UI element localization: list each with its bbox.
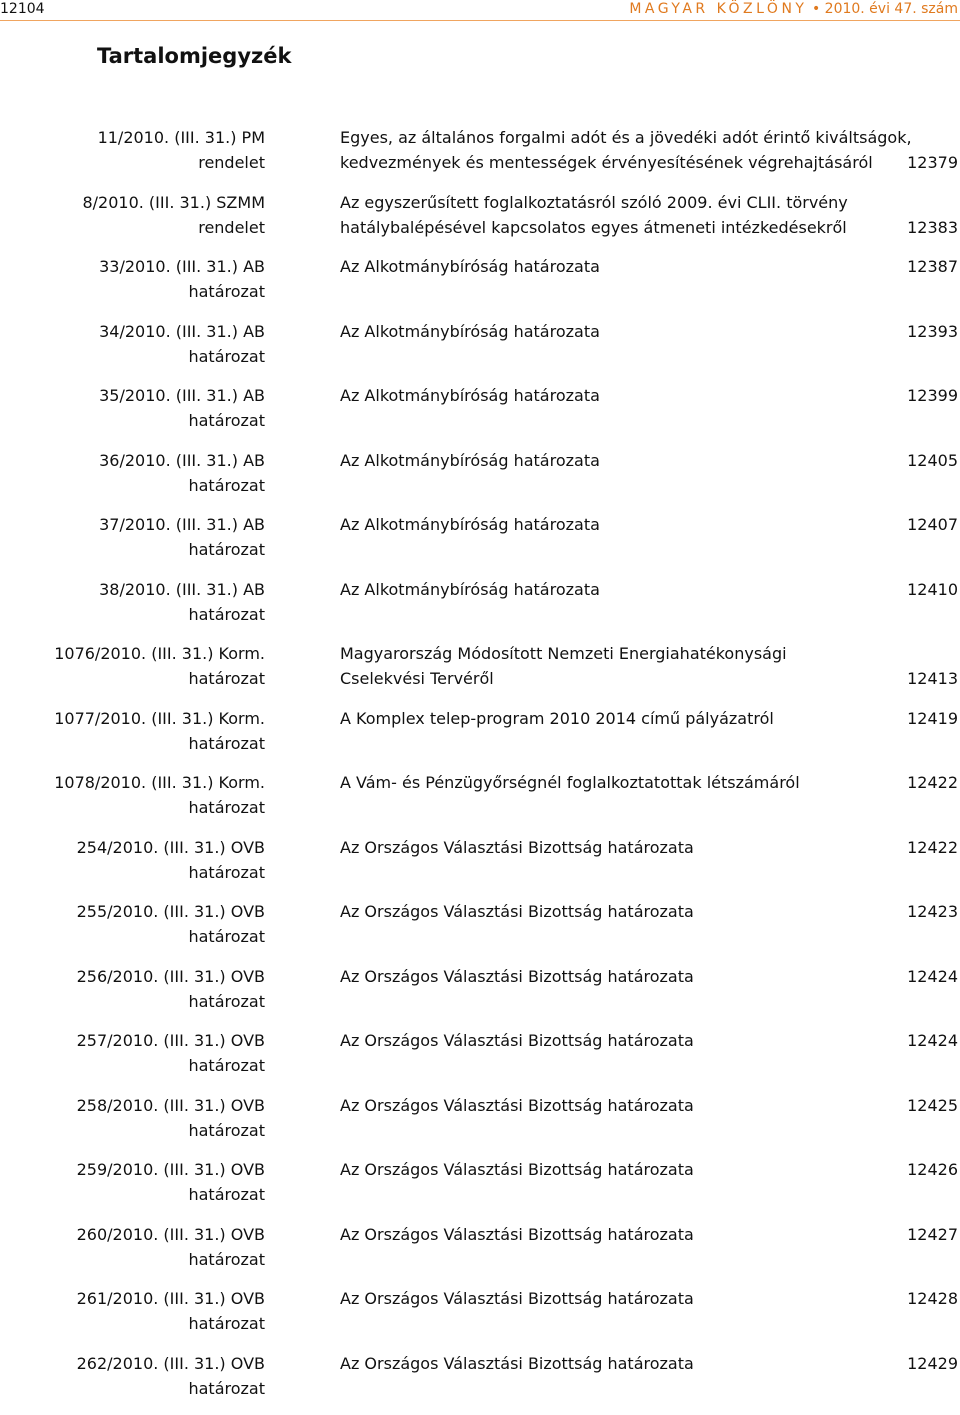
toc-reference-number: 260/2010. (III. 31.) OVB	[0, 1222, 265, 1247]
toc-title-line-1: Az egyszerűsített foglalkoztatásról szóló 2009. évi CLII. törvény	[340, 190, 880, 215]
toc-page-number: 12407	[907, 512, 958, 537]
toc-title-line-1: Az Alkotmánybíróság határozata	[340, 319, 880, 344]
toc-entry[interactable]	[0, 448, 960, 513]
toc-entry[interactable]	[0, 577, 960, 642]
toc-reference-number: 255/2010. (III. 31.) OVB	[0, 899, 265, 924]
toc-entry[interactable]	[0, 512, 960, 577]
toc-reference-type: határozat	[0, 473, 265, 498]
toc-reference	[0, 1028, 265, 1078]
toc-reference	[0, 1157, 265, 1207]
separator-bullet: •	[812, 1, 820, 17]
toc-reference	[0, 1222, 265, 1272]
toc-reference	[0, 319, 265, 369]
toc-reference-number: 256/2010. (III. 31.) OVB	[0, 964, 265, 989]
toc-page-number: 12425	[907, 1093, 958, 1118]
toc-page-number: 12422	[907, 835, 958, 860]
toc-entry[interactable]	[0, 383, 960, 448]
toc-reference-number: 37/2010. (III. 31.) AB	[0, 512, 265, 537]
toc-reference	[0, 641, 265, 691]
toc-reference	[0, 577, 265, 627]
toc-title	[340, 1157, 880, 1182]
toc-entry[interactable]	[0, 125, 960, 190]
toc-page-number: 12393	[907, 319, 958, 344]
toc-reference-number: 259/2010. (III. 31.) OVB	[0, 1157, 265, 1182]
toc-title-line-1: Az Országos Választási Bizottság határozata	[340, 1222, 880, 1247]
toc-reference	[0, 899, 265, 949]
toc-entry[interactable]	[0, 1157, 960, 1222]
toc-reference-number: 254/2010. (III. 31.) OVB	[0, 835, 265, 860]
toc-title-line-1: Az Alkotmánybíróság határozata	[340, 512, 880, 537]
toc-entry[interactable]	[0, 964, 960, 1029]
toc-title	[340, 1351, 880, 1376]
toc-title-line-2: Cselekvési Tervéről	[340, 666, 880, 691]
toc-reference-number: 1077/2010. (III. 31.) Korm.	[0, 706, 265, 731]
toc-page-number: 12405	[907, 448, 958, 473]
toc-reference-type: rendelet	[0, 150, 265, 175]
header-rule	[0, 20, 960, 21]
toc-page-number: 12419	[907, 706, 958, 731]
toc-title	[340, 770, 880, 795]
toc-reference-number: 1076/2010. (III. 31.) Korm.	[0, 641, 265, 666]
toc-reference-number: 262/2010. (III. 31.) OVB	[0, 1351, 265, 1376]
toc-page-number: 12399	[907, 383, 958, 408]
toc-entry[interactable]	[0, 1286, 960, 1351]
toc-reference-type: határozat	[0, 989, 265, 1014]
toc-reference-number: 38/2010. (III. 31.) AB	[0, 577, 265, 602]
toc-reference	[0, 1093, 265, 1143]
toc-entry[interactable]	[0, 835, 960, 900]
toc-reference	[0, 512, 265, 562]
toc-reference-number: 34/2010. (III. 31.) AB	[0, 319, 265, 344]
toc-title	[340, 577, 880, 602]
toc-page-number: 12422	[907, 770, 958, 795]
toc-page-number: 12423	[907, 899, 958, 924]
toc-title	[340, 1093, 880, 1118]
toc-title-line-1: Az Országos Választási Bizottság határozata	[340, 964, 880, 989]
toc-title	[340, 1028, 880, 1053]
toc-reference	[0, 964, 265, 1014]
toc-reference	[0, 706, 265, 756]
toc-reference	[0, 125, 265, 175]
toc-title	[340, 835, 880, 860]
toc-title-line-1: Az Országos Választási Bizottság határozata	[340, 899, 880, 924]
toc-title	[340, 190, 880, 240]
running-title	[629, 0, 958, 18]
toc-title-line-1: Az Országos Választási Bizottság határozata	[340, 1351, 880, 1376]
toc-reference-type: határozat	[0, 731, 265, 756]
toc-page-number: 12410	[907, 577, 958, 602]
toc-entry[interactable]	[0, 706, 960, 771]
toc-title-line-1: A Komplex telep-program 2010 2014 című pályázatról	[340, 706, 880, 731]
toc-title	[340, 125, 880, 175]
toc-entry[interactable]	[0, 254, 960, 319]
toc-title-line-1: Magyarország Módosított Nemzeti Energiahatékonysági	[340, 641, 880, 666]
toc-title-line-1: Az Alkotmánybíróság határozata	[340, 254, 880, 279]
toc-title	[340, 641, 880, 691]
toc-entry[interactable]	[0, 641, 960, 706]
toc-reference	[0, 254, 265, 304]
toc-reference-number: 1078/2010. (III. 31.) Korm.	[0, 770, 265, 795]
toc-reference-number: 261/2010. (III. 31.) OVB	[0, 1286, 265, 1311]
toc-page-number: 12428	[907, 1286, 958, 1311]
toc-title	[340, 706, 880, 731]
toc-title-line-1: Az Országos Választási Bizottság határozata	[340, 1028, 880, 1053]
toc-reference-type: határozat	[0, 344, 265, 369]
toc-reference-number: 36/2010. (III. 31.) AB	[0, 448, 265, 473]
toc-title-line-2: hatálybalépésével kapcsolatos egyes átmeneti intézkedésekről	[340, 215, 880, 240]
toc-entry[interactable]	[0, 770, 960, 835]
toc-reference-type: határozat	[0, 795, 265, 820]
toc-reference-type: határozat	[0, 860, 265, 885]
toc-entry[interactable]	[0, 190, 960, 255]
toc-page-number: 12426	[907, 1157, 958, 1182]
toc-entry[interactable]	[0, 319, 960, 384]
toc-title-line-1: Az Alkotmánybíróság határozata	[340, 383, 880, 408]
toc-reference	[0, 835, 265, 885]
toc-reference-type: határozat	[0, 1053, 265, 1078]
toc-page-number: 12424	[907, 1028, 958, 1053]
toc-reference-type: határozat	[0, 537, 265, 562]
toc-title-line-1: A Vám- és Pénzügyőrségnél foglalkoztatottak létszámáról	[340, 770, 880, 795]
page-title: Tartalomjegyzék	[97, 43, 291, 69]
toc-page-number: 12379	[907, 150, 958, 175]
toc-title-line-1: Az Alkotmánybíróság határozata	[340, 577, 880, 602]
toc-reference	[0, 190, 265, 240]
toc-title-line-1: Az Országos Választási Bizottság határozata	[340, 1286, 880, 1311]
toc-title	[340, 1286, 880, 1311]
toc-page-number: 12383	[907, 215, 958, 240]
issue-label: 2010. évi 47. szám	[825, 1, 958, 17]
toc-title	[340, 512, 880, 537]
toc-reference	[0, 383, 265, 433]
toc-reference-number: 11/2010. (III. 31.) PM	[0, 125, 265, 150]
toc-reference	[0, 770, 265, 820]
toc-reference-type: határozat	[0, 1311, 265, 1336]
toc-reference	[0, 1351, 265, 1401]
page-number: 12104	[0, 0, 45, 18]
toc-reference	[0, 448, 265, 498]
toc-title-line-1: Az Országos Választási Bizottság határozata	[340, 835, 880, 860]
toc-page-number: 12427	[907, 1222, 958, 1247]
toc-reference-type: határozat	[0, 279, 265, 304]
toc-page-number: 12429	[907, 1351, 958, 1376]
toc-reference-type: határozat	[0, 1376, 265, 1401]
toc-title	[340, 448, 880, 473]
toc-title	[340, 899, 880, 924]
toc-title-line-1: Az Országos Választási Bizottság határozata	[340, 1157, 880, 1182]
toc-page-number: 12413	[907, 666, 958, 691]
toc-reference-type: határozat	[0, 924, 265, 949]
toc-reference-type: határozat	[0, 666, 265, 691]
toc-page-number: 12424	[907, 964, 958, 989]
toc-entry[interactable]	[0, 1222, 960, 1287]
toc-title	[340, 964, 880, 989]
toc-reference-type: határozat	[0, 1118, 265, 1143]
toc-reference-number: 257/2010. (III. 31.) OVB	[0, 1028, 265, 1053]
toc-entry[interactable]	[0, 1093, 960, 1158]
toc-title-line-1: Az Alkotmánybíróság határozata	[340, 448, 880, 473]
toc-reference-type: határozat	[0, 602, 265, 627]
toc-reference-type: határozat	[0, 408, 265, 433]
toc-reference-type: határozat	[0, 1247, 265, 1272]
toc-reference-type: rendelet	[0, 215, 265, 240]
table-of-contents	[0, 125, 960, 1415]
toc-title-line-1: Egyes, az általános forgalmi adót és a jövedéki adót érintő kiváltságok,	[340, 125, 880, 150]
toc-title	[340, 319, 880, 344]
toc-reference-type: határozat	[0, 1182, 265, 1207]
toc-title	[340, 1222, 880, 1247]
toc-reference-number: 33/2010. (III. 31.) AB	[0, 254, 265, 279]
toc-title-line-1: Az Országos Választási Bizottság határozata	[340, 1093, 880, 1118]
toc-reference	[0, 1286, 265, 1336]
toc-entry[interactable]	[0, 1351, 960, 1415]
toc-page-number: 12387	[907, 254, 958, 279]
toc-title	[340, 254, 880, 279]
toc-reference-number: 35/2010. (III. 31.) AB	[0, 383, 265, 408]
toc-title-line-2: kedvezmények és mentességek érvényesítésének végrehajtásáról	[340, 150, 880, 175]
toc-reference-number: 258/2010. (III. 31.) OVB	[0, 1093, 265, 1118]
toc-reference-number: 8/2010. (III. 31.) SZMM	[0, 190, 265, 215]
toc-entry[interactable]	[0, 1028, 960, 1093]
toc-entry[interactable]	[0, 899, 960, 964]
publication-title: MAGYAR KÖZLÖNY	[629, 1, 807, 17]
toc-title	[340, 383, 880, 408]
